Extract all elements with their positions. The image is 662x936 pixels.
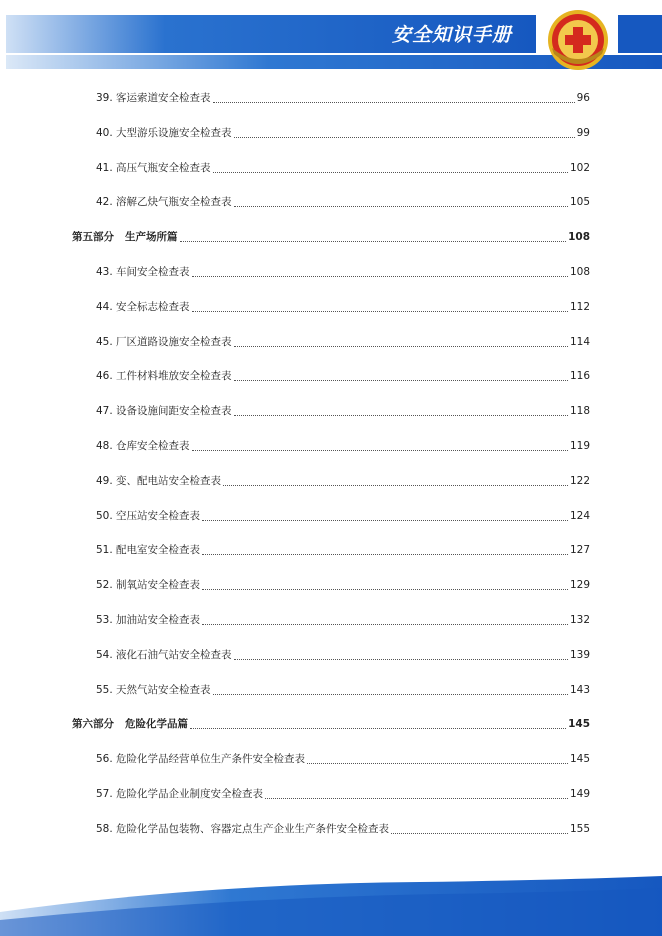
toc-entry-number: 55. (96, 683, 113, 696)
toc-entry[interactable] (96, 403, 590, 419)
toc-entry-number: 56. (96, 753, 113, 766)
toc-leader-dots (234, 345, 568, 347)
toc-entry-title: 高压气瓶安全检查表 (116, 161, 211, 174)
toc-entry-number: 43. (96, 266, 113, 278)
toc-leader-dots (190, 727, 566, 729)
toc-leader-dots (213, 693, 568, 695)
toc-entry-title: 溶解乙炔气瓶安全检查表 (116, 196, 232, 209)
toc-page-number: 114 (569, 335, 590, 348)
toc-entry-title: 车间安全检查表 (116, 266, 190, 278)
toc-entry-title: 工件材料堆放安全检查表 (116, 370, 232, 383)
toc-entry-title: 大型游乐设施安全检查表 (116, 126, 232, 139)
toc-leader-dots (192, 275, 568, 277)
toc-entry-title: 设备设施间距安全检查表 (116, 405, 232, 418)
toc-entry-title: 危险化学品篇 (124, 718, 188, 731)
toc-page-number: 139 (569, 648, 590, 661)
toc-leader-dots (192, 310, 568, 312)
toc-leader-dots (234, 205, 568, 207)
toc-entry-number: 39. (96, 92, 113, 104)
toc-entry-number: 45. (96, 335, 113, 348)
toc-leader-dots (202, 588, 568, 590)
toc-page-number: 108 (568, 231, 590, 244)
toc-page-number: 119 (569, 440, 590, 452)
toc-page-number: 145 (569, 753, 590, 766)
toc-part-heading[interactable] (72, 229, 590, 245)
toc-leader-dots (202, 519, 568, 521)
toc-entry-title: 液化石油气站安全检查表 (116, 648, 232, 661)
toc-page-number: 155 (569, 822, 590, 835)
toc-page-number: 99 (576, 126, 590, 139)
toc-entry-number: 44. (96, 300, 113, 313)
header-bar-right (618, 15, 662, 53)
toc-entry[interactable] (96, 368, 590, 384)
toc-page-number: 127 (569, 544, 590, 557)
toc-entry-title: 加油站安全检查表 (116, 614, 201, 626)
toc-part-label: 第六部分 (72, 718, 114, 731)
toc-entry-number: 48. (96, 440, 113, 452)
toc-entry-title: 客运索道安全检查表 (116, 92, 211, 104)
toc-entry[interactable] (96, 264, 590, 280)
toc-entry-title: 配电室安全检查表 (116, 544, 201, 557)
header-title: 安全知识手册 (391, 24, 512, 46)
toc-entry-title: 危险化学品包装物、容器定点生产企业生产条件安全检查表 (116, 822, 390, 835)
toc-entry-number: 53. (96, 614, 113, 626)
toc-entry[interactable] (96, 299, 590, 315)
toc-entry-number: 51. (96, 544, 113, 557)
toc-leader-dots (265, 797, 568, 799)
toc-entry-title: 变、配电站安全检查表 (116, 474, 222, 487)
toc-page-number: 105 (569, 196, 590, 209)
toc-leader-dots (234, 658, 568, 660)
toc-page-number: 145 (568, 718, 590, 731)
toc-entry[interactable] (96, 786, 590, 802)
toc-entry[interactable] (96, 473, 590, 489)
toc-entry[interactable] (96, 647, 590, 663)
toc-entry[interactable] (96, 160, 590, 176)
toc-entry[interactable] (96, 194, 590, 210)
toc-entry-title: 空压站安全检查表 (116, 509, 201, 522)
toc-leader-dots (213, 101, 575, 103)
toc-entry-number: 47. (96, 405, 113, 418)
toc-page-number: 149 (569, 788, 590, 800)
toc-entry[interactable] (96, 751, 590, 767)
toc-page-number: 116 (569, 370, 590, 383)
toc-entry[interactable] (96, 438, 590, 454)
toc-entry-number: 54. (96, 648, 113, 661)
toc-entry-number: 46. (96, 370, 113, 383)
toc-entry-number: 52. (96, 579, 113, 592)
toc-entry-title: 厂区道路设施安全检查表 (116, 335, 232, 348)
toc-entry-number: 57. (96, 788, 113, 800)
toc-leader-dots (307, 762, 568, 764)
toc-entry[interactable] (96, 542, 590, 558)
toc-page-number: 118 (569, 405, 590, 418)
toc-entry-title: 制氧站安全检查表 (116, 579, 201, 592)
toc-leader-dots (202, 623, 568, 625)
toc-entry-number: 58. (96, 822, 113, 835)
toc-entry-number: 41. (96, 161, 113, 174)
toc-entry-number: 49. (96, 474, 113, 487)
toc-leader-dots (223, 484, 568, 486)
toc-page-number: 143 (569, 683, 590, 696)
toc-entry[interactable] (96, 682, 590, 698)
toc-entry[interactable] (96, 612, 590, 628)
page-header (0, 0, 662, 72)
toc-entry-title: 危险化学品企业制度安全检查表 (116, 788, 264, 800)
footer-wave (0, 872, 662, 936)
toc-leader-dots (234, 379, 568, 381)
toc-entry-title: 生产场所篇 (124, 231, 178, 244)
toc-entry-number: 42. (96, 196, 113, 209)
toc-page-number: 108 (569, 266, 590, 278)
toc-entry-title: 天然气站安全检查表 (116, 683, 211, 696)
toc-part-heading[interactable] (72, 716, 590, 732)
toc-entry-title: 安全标志检查表 (116, 300, 190, 313)
toc-leader-dots (234, 414, 568, 416)
toc-page-number: 132 (569, 614, 590, 626)
toc-entry[interactable] (96, 334, 590, 350)
toc-page-number: 124 (569, 509, 590, 522)
toc-entry-number: 50. (96, 509, 113, 522)
toc-part-label: 第五部分 (72, 231, 114, 244)
toc-entry-title: 危险化学品经营单位生产条件安全检查表 (116, 753, 306, 766)
toc-leader-dots (192, 449, 568, 451)
toc-page-number: 129 (569, 579, 590, 592)
toc-leader-dots (391, 832, 568, 834)
safety-cross-emblem-icon (546, 8, 610, 72)
toc-entry[interactable] (96, 90, 590, 106)
toc-entry[interactable] (96, 577, 590, 593)
toc-leader-dots (213, 171, 568, 173)
toc-page-number: 102 (569, 161, 590, 174)
toc-entry-number: 40. (96, 126, 113, 139)
toc-page-number: 96 (576, 92, 590, 104)
toc-entry[interactable] (96, 508, 590, 524)
toc-leader-dots (202, 553, 568, 555)
toc-entry[interactable] (96, 821, 590, 837)
toc-page-number: 122 (569, 474, 590, 487)
toc-entry[interactable] (96, 125, 590, 141)
toc-entry-title: 仓库安全检查表 (116, 440, 190, 452)
toc-leader-dots (234, 136, 575, 138)
toc-leader-dots (180, 240, 566, 242)
toc-page-number: 112 (569, 300, 590, 313)
